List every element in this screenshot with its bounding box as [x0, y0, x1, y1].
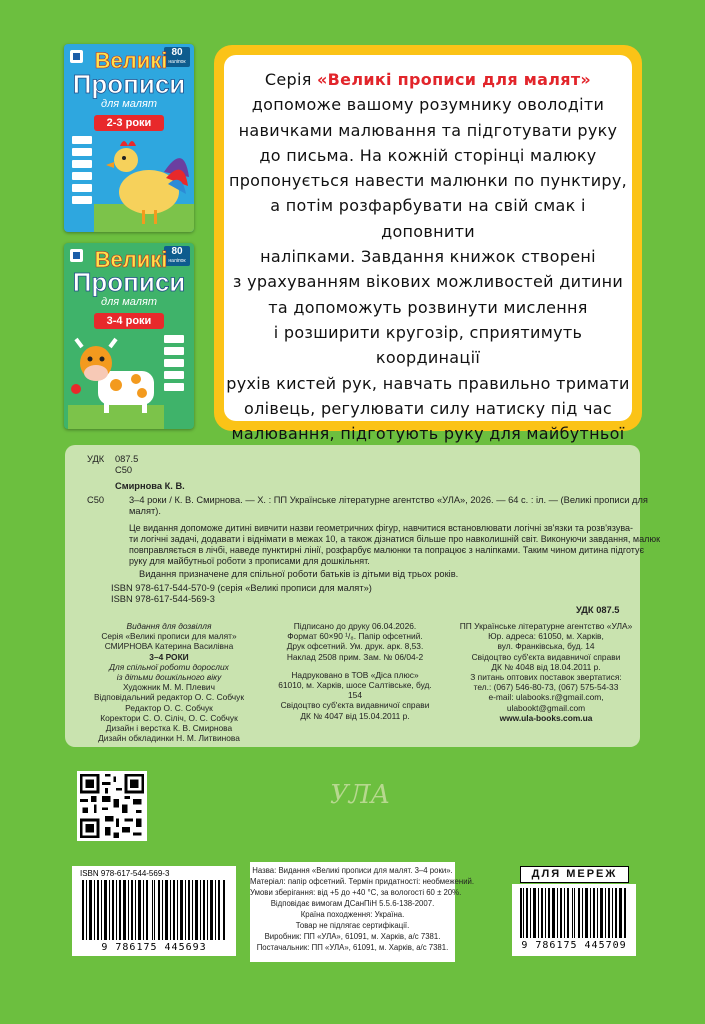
- edition-title: 3–4 РОКИ: [149, 651, 189, 662]
- classification-code: С50: [87, 495, 105, 505]
- email-line: e-mail: ulabooks.r@gmail.com,: [488, 692, 604, 703]
- barcode-right: [512, 884, 636, 956]
- description-line: рухів кистей рук, навчать правильно тримати: [226, 373, 630, 393]
- cover-age: 2-3 роки: [94, 115, 164, 131]
- udk-label: УДК: [87, 454, 105, 464]
- cow-illustration-icon: [68, 329, 164, 429]
- publisher-line: Свідоцтво суб'єкта видавничої справи: [471, 651, 621, 662]
- website-link[interactable]: www.ula-books.com.ua: [499, 712, 593, 723]
- audience-note: Видання призначене для спільної роботи батьків із дітьми від трьох років.: [139, 569, 459, 579]
- rooster-illustration-icon: [94, 132, 194, 232]
- cover-stripe: [72, 184, 92, 192]
- publisher-line: ПП Українське літературне агентство «УЛА»: [459, 621, 633, 631]
- credits-line: Художник М. М. Плевич: [123, 682, 215, 693]
- description-line: олівець, регулювати силу натиску під час: [244, 398, 612, 418]
- cover-title-2: Прописи: [72, 267, 186, 297]
- book-cover-2-3: [64, 44, 194, 232]
- description-line: а потім розфарбувати на свій смак і доповнити: [270, 196, 586, 241]
- edition-line: Видання для дозвілля: [126, 621, 212, 631]
- label-line: Країна походження: Україна.: [300, 910, 405, 919]
- series-description-text: [224, 67, 632, 472]
- badge-label: наліпок: [168, 59, 186, 65]
- label-line: Відповідає вимогам ДСанПіН 5.5.6-138-2007.: [270, 899, 435, 908]
- publisher-line: Юр. адреса: 61050, м. Харків,: [488, 631, 604, 642]
- description-line: до письма. На кожній сторінці малюку: [259, 145, 597, 165]
- cover-title-1: Великі: [94, 247, 168, 272]
- description-line: та допоможуть розвинути мислення: [268, 297, 588, 317]
- cover-stripe: [164, 335, 184, 343]
- annotation-line: ти логічні задачі, додавати і віднімати в межах 10, а також дізнатися більше про навколишній світ. Виконуючи завдання, малюк: [129, 534, 661, 544]
- cover-stripe: [164, 371, 184, 379]
- publisher-column: [459, 621, 633, 723]
- cover-age: 3-4 роки: [94, 313, 164, 329]
- edition-column: [85, 621, 253, 743]
- author-name: Смирнова К. В.: [115, 481, 185, 491]
- udk-right: УДК 087.5: [576, 605, 620, 615]
- udk-value: 087.5: [115, 454, 139, 464]
- cover-stripe: [72, 196, 92, 204]
- series-description-frame: [214, 45, 642, 444]
- label-line: Товар не підлягає сертифікації.: [295, 921, 410, 930]
- cover-title-2: Прописи: [72, 69, 186, 99]
- barcode-digits: 9 786175 445709: [521, 940, 627, 951]
- label-line: Постачальник: ПП «УЛА», 61091, м. Харків, а/с 7381.: [256, 943, 449, 952]
- cover-stripe: [72, 160, 92, 168]
- book-cover-3-4: [64, 243, 194, 429]
- cover-stripe: [72, 148, 92, 156]
- annotation-line: руку для майбутньої роботи з прописами для дошкільнят.: [129, 556, 370, 566]
- publisher-line: вул. Франківська, буд. 14: [497, 641, 595, 652]
- badge-number: 80: [171, 246, 183, 257]
- isbn-book: ISBN 978-617-544-569-3: [111, 594, 215, 604]
- bibliographic-entry-cont: малят).: [129, 506, 161, 516]
- printer-line: ДК № 4047 від 15.04.2011 р.: [300, 710, 410, 721]
- isbn-series: ISBN 978-617-544-570-9 (серія «Великі прописи для малят»): [111, 583, 372, 593]
- description-prefix: Серія: [264, 70, 318, 89]
- publisher-logo-icon: [70, 249, 83, 262]
- cover-stripe: [164, 347, 184, 355]
- publisher-logo-icon: [70, 50, 83, 63]
- printer-line: Надруковано в ТОВ «Діса плюс»: [291, 669, 419, 680]
- description-line: наліпками. Завдання книжок створені: [260, 247, 596, 267]
- classification-code: С50: [115, 465, 133, 475]
- network-mark: ДЛЯ МЕРЕЖ: [520, 866, 629, 883]
- barcode-isbn: ISBN 978-617-544-569-3: [80, 869, 170, 878]
- barcode-bars-icon: [520, 888, 628, 938]
- phone-line: тел.: (067) 546-80-73, (067) 575-54-33: [473, 682, 619, 693]
- barcode-left: [72, 866, 236, 956]
- cover-stripe: [164, 359, 184, 367]
- imprint-panel: [65, 445, 661, 747]
- edition-line: Серія «Великі прописи для малят»: [101, 631, 237, 642]
- edition-line: Для спільної роботи дорослих: [109, 661, 229, 672]
- print-line: Друк офсетний. Ум. друк. арк. 8,53.: [286, 641, 424, 652]
- publisher-line: З питань оптових поставок звертатися:: [470, 672, 622, 683]
- credits-line: Відповідальний редактор О. С. Собчук: [93, 692, 245, 703]
- product-label: [250, 862, 475, 962]
- annotation-line: Це видання допоможе дитині вивчити назви геометричних фігур, навчитися встановлювати логічні зв'язки та розв'язува-: [129, 523, 634, 533]
- description-first-line: [224, 67, 632, 92]
- description-line: пропонується навести малюнки по пунктиру,: [228, 171, 628, 191]
- print-line: Підписано до друку 06.04.2026.: [293, 621, 417, 631]
- label-line: Матеріал: папір офсетний. Термін придатності: необмежений.: [250, 877, 475, 886]
- label-line: Умови зберігання: від +5 до +40 °С, за вологості 60 ± 20%.: [250, 888, 462, 897]
- print-line: Наклад 2508 прим. Зам. № 06/04-2: [286, 651, 424, 662]
- cover-title-3: для малят: [101, 98, 157, 110]
- printer-line: Свідоцтво суб'єкта видавничої справи: [280, 700, 430, 711]
- description-line: малювання, підготують руку для майбутньої: [231, 424, 625, 444]
- badge-number: 80: [171, 47, 183, 58]
- label-line: Виробник: ПП «УЛА», 61091, м. Харків, а/с 7381.: [264, 932, 441, 941]
- label-line: Назва: Видання «Великі прописи для малят. 3–4 роки».: [252, 866, 453, 875]
- barcode-bars-icon: [82, 880, 226, 940]
- credits-line: Редактор О. С. Собчук: [125, 702, 213, 713]
- credits-line: Дизайн і верстка К. В. Смирнова: [105, 723, 233, 734]
- qr-code-icon[interactable]: [77, 771, 147, 841]
- description-line: з урахуванням вікових можливостей дитини: [232, 272, 624, 292]
- series-name: «Великі прописи для малят»: [317, 70, 592, 89]
- description-line: і розширити кругозір, сприятимуть координації: [273, 322, 583, 368]
- barcode-digits: 9 786175 445693: [101, 942, 207, 953]
- credits-line: Дизайн обкладинки Н. М. Литвинова: [98, 733, 240, 744]
- publisher-logo: УЛА: [330, 780, 391, 810]
- edition-line: СМИРНОВА Катерина Василівна: [104, 641, 234, 652]
- cover-stripe: [72, 136, 92, 144]
- printer-line: 61010, м. Харків, шосе Салтівське, буд. 154: [278, 680, 432, 701]
- cover-title-3: для малят: [101, 296, 157, 308]
- description-line: навичками малювання та підготувати руку: [238, 120, 618, 140]
- bibliographic-entry: 3–4 роки / К. В. Смирнова. — Х. : ПП Українське літературне агентство «УЛА», 2026. — 64 с. : іл. — (Великі прописи для: [129, 495, 648, 505]
- publisher-line: ДК № 4048 від 18.04.2011 р.: [491, 661, 601, 672]
- description-line: допоможе вашому розумнику оволодіти: [251, 95, 605, 115]
- print-line: Формат 60×90 ¹/₈. Папір офсетний.: [287, 631, 423, 642]
- print-column: [275, 621, 435, 721]
- series-description-card: [224, 55, 632, 444]
- email-line: ulabookt@gmail.com: [506, 702, 586, 713]
- badge-label: наліпок: [168, 258, 186, 264]
- cover-stripe: [164, 383, 184, 391]
- edition-line: із дітьми дошкільного віку: [116, 672, 222, 683]
- annotation-line: повправляється в лічбі, наведе пунктирні лінії, розфарбує малюнки та попрацює з наліпками. Таким чином дитина підготує: [129, 545, 645, 555]
- credits-line: Коректори С. О. Сіліч, О. С. Собчук: [100, 712, 238, 723]
- cover-stripe: [72, 172, 92, 180]
- cover-title-1: Великі: [94, 48, 168, 73]
